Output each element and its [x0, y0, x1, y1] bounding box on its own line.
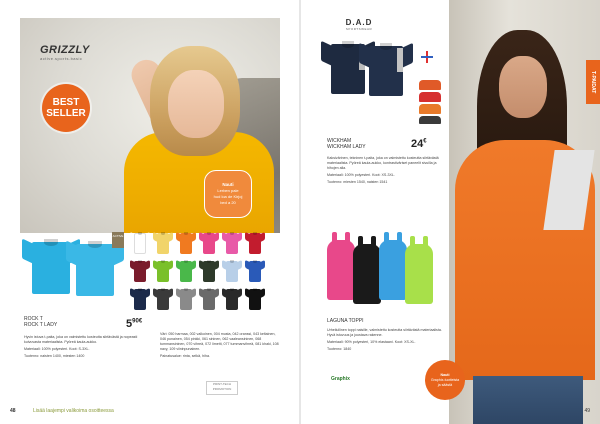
- swatch-tee: [199, 286, 219, 310]
- wickham-title: [327, 138, 366, 150]
- graphix-logo: Graphix: [331, 376, 350, 382]
- rock-title-line1: ROCK T: [24, 316, 43, 322]
- best-seller-badge: [42, 84, 90, 132]
- rock-price-cents: 90: [132, 318, 139, 325]
- rock-text-3: Tuotenro: naisten 1400, miesten 1400: [24, 354, 85, 358]
- wickham-text-1: Kaksivärinen, tekninen t-paita, joka on valmistettu kosteutta siirtävästä materiaalista. Pyöreä kaula-aukko, kontrastiväriset paneelit sivuilla ja hihojen alla.: [327, 156, 439, 170]
- wickham-price: [411, 138, 427, 150]
- wickham-title-line2: WICKHAM LADY: [327, 144, 366, 150]
- swatch-tee: [176, 230, 196, 254]
- swatch-tee: [153, 286, 173, 310]
- wickham-currency: €: [423, 138, 427, 145]
- print-tech-logo: PRINT-TECH PROMOTION: [206, 381, 238, 395]
- best-seller-line2: SELLER: [46, 108, 86, 119]
- laguna-top: [379, 232, 407, 302]
- color-swatches: [130, 230, 270, 312]
- laguna-description: [327, 328, 447, 354]
- promo-line1: Nauti: [222, 182, 234, 187]
- swatch-tee: [222, 258, 242, 282]
- rock-price-main: 5: [126, 318, 133, 330]
- promo-line3: hud loa de Kirjoj: [213, 194, 243, 199]
- rock-text-1: Hyvin istuva t-paita, joka on valmistettu kosteutta siirtävästä ja nopeasti kuivuvasta materiaalista. Pyöreä kaula-aukko.: [24, 335, 138, 344]
- rock-title-line2: ROCK T LADY: [24, 322, 58, 328]
- hero-photo-right: [449, 0, 600, 424]
- swatch-tee: [199, 230, 219, 254]
- wickham-text-3: Tuotenro: miesten 1540, naisten 1541: [327, 180, 388, 184]
- rock-description: [24, 335, 144, 361]
- swatch-tee: [130, 258, 150, 282]
- wickham-text-2: Materiaali: 100% polyesteri. Koot: XS-3XL.: [327, 173, 395, 177]
- swatch-tee: [245, 286, 265, 310]
- swatch-tee: [153, 230, 173, 254]
- swatch-tee: [130, 286, 150, 310]
- promo-badge-right: [425, 360, 465, 400]
- wickham-description: [327, 156, 447, 187]
- wickham-price-main: 24: [411, 138, 424, 150]
- rock-colors-text: [160, 332, 280, 359]
- rock-colors-2: Painatusalue: rinta, selkä, hiha.: [160, 354, 210, 358]
- rock-colors-1: Väri: 050 harmaa, 002 valkoinen, 004 musta, 042 oranssi, 043 keltainen, 046 punainen, 054 pinkki, 061 sininen, 062 vaaleansininen, 068 tummansininen, 070 vihreä, 072 limetti, 077 tummanvihreä, 081 khaki, 108 navy, 109 viininpunainen.: [160, 332, 279, 351]
- wickham-tee-lady: [359, 38, 413, 96]
- dad-logo: [337, 18, 381, 32]
- laguna-text-3: Tuotenro: 1840: [327, 347, 352, 351]
- footer-left: [10, 408, 114, 414]
- badge-r-line1: Nauti: [440, 372, 450, 377]
- page-number-left: 48: [10, 408, 16, 414]
- swatch-tee: [153, 258, 173, 282]
- laguna-top: [353, 236, 381, 306]
- laguna-text-1: Urheilullinen toppi naisille, valmistettu kosteutta siirtävästä materiaalista. Hyvä istuvuus ja joustava rakenne.: [327, 328, 442, 337]
- brand-tagline: active.sports.basic: [40, 56, 83, 61]
- cross-pattern-icon: [421, 50, 433, 62]
- model-face-right: [499, 56, 547, 118]
- swatch-tee: [176, 258, 196, 282]
- quality-icon: ACTIVE: [112, 232, 124, 248]
- wickham-title-line1: WICKHAM: [327, 138, 352, 144]
- laguna-top: [327, 232, 355, 302]
- brand-word: GRIZZLY: [40, 44, 90, 56]
- wickham-color-variants: [419, 80, 443, 124]
- grizzly-logo: [40, 44, 100, 66]
- badge-r-line2: Graphix-tuotteista: [430, 377, 460, 382]
- rock-text-2: Materiaali: 100% polyesteri. Koot: S-3XL.: [24, 347, 90, 351]
- laguna-tops-image: [327, 232, 457, 310]
- swatch-tee: [245, 230, 265, 254]
- laguna-title: LAGUNA TOPPI: [327, 318, 364, 324]
- dad-tagline: SPORTSWEAR: [345, 27, 373, 31]
- footer-text: Lisää laajempi valikoima osoitteessa: [32, 408, 114, 414]
- promo-line2: Lerben pale: [217, 188, 239, 193]
- model-jeans: [473, 376, 583, 424]
- dad-word: D.A.D: [345, 18, 373, 27]
- swatch-tee: [130, 230, 150, 254]
- swatch-tee: [176, 286, 196, 310]
- laguna-text-2: Materiaali: 90% polyesteri, 10% elastaani. Koot: XS-XL.: [327, 340, 416, 344]
- left-page: [0, 0, 299, 424]
- swatch-tee: [245, 258, 265, 282]
- section-tab[interactable]: T-PAIDAT: [586, 60, 600, 104]
- promo-badge-left: [204, 170, 252, 218]
- swatch-tee: [222, 286, 242, 310]
- best-seller-line1: BEST: [52, 97, 80, 108]
- promo-line4: bed a 20: [220, 200, 236, 205]
- swatch-tee: [222, 230, 242, 254]
- wickham-tee-image: [321, 36, 411, 96]
- page-number-right: 49: [584, 408, 590, 414]
- model-face: [168, 70, 224, 138]
- rock-title: [24, 316, 57, 328]
- rock-currency: €: [138, 318, 143, 325]
- right-page: [301, 0, 600, 424]
- laguna-top: [405, 236, 433, 306]
- rock-price: [126, 318, 142, 330]
- swatch-tee: [199, 258, 219, 282]
- badge-r-line3: ja säästä: [437, 382, 453, 387]
